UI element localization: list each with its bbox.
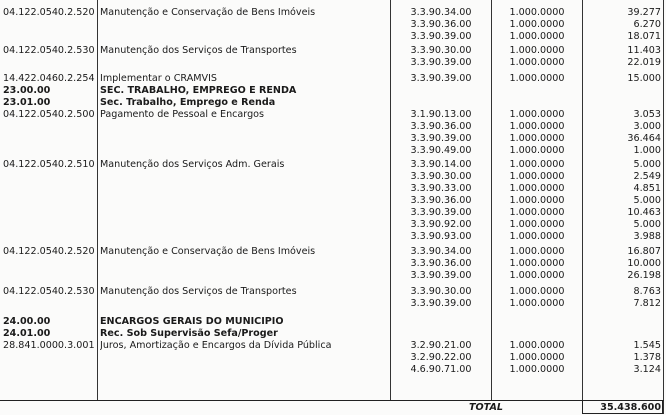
source-cell: 1.000.0000 [509,219,565,230]
value-cell: 15.000 [627,73,661,84]
source-cell: 1.000.0000 [509,73,565,84]
source-cell: 1.000.0000 [509,270,565,281]
program-code-cell: 04.122.0540.2.520 [3,246,95,257]
total-label: TOTAL [468,402,504,413]
table-row [0,97,666,109]
table-row [0,159,666,171]
expense-element-cell: 3.3.90.36.00 [410,121,472,132]
expense-element-cell: 3.3.90.39.00 [410,31,472,42]
table-row [0,57,666,69]
source-cell: 1.000.0000 [509,352,565,363]
table-row [0,19,666,31]
program-code-cell: 04.122.0540.2.510 [3,159,95,170]
expense-element-cell: 3.3.90.34.00 [410,7,472,18]
value-cell: 22.019 [627,57,661,68]
expense-element-cell: 3.3.90.39.00 [410,207,472,218]
expense-element-cell: 3.3.90.30.00 [410,286,472,297]
program-code-cell: 04.122.0540.2.500 [3,109,95,120]
expense-element-cell: 3.3.90.34.00 [410,246,472,257]
expense-element-cell: 3.3.90.49.00 [410,145,472,156]
description-cell: Manutenção e Conservação de Bens Imóveis [100,246,316,257]
value-cell: 11.403 [627,45,661,56]
value-cell: 1.378 [633,352,661,363]
table-row [0,171,666,183]
source-cell: 1.000.0000 [509,171,565,182]
source-cell: 1.000.0000 [509,195,565,206]
expense-element-cell: 3.1.90.13.00 [410,109,472,120]
expense-element-cell: 3.3.90.36.00 [410,19,472,30]
description-cell: Manutenção dos Serviços Adm. Gerais [100,159,285,170]
expense-element-cell: 3.3.90.92.00 [410,219,472,230]
program-code-cell: 23.01.00 [3,97,51,108]
expense-element-cell: 3.3.90.30.00 [410,45,472,56]
table-row [0,231,666,243]
table-row [0,364,666,376]
program-code-cell: 24.01.00 [3,328,51,339]
program-code-cell: 28.841.0000.3.001 [3,340,95,351]
value-cell: 10.463 [627,207,661,218]
value-cell: 3.124 [633,364,661,375]
value-cell: 26.198 [627,270,661,281]
table-row [0,270,666,282]
expense-element-cell: 3.3.90.39.00 [410,133,472,144]
expense-element-cell: 3.3.90.39.00 [410,270,472,281]
value-cell: 1.000 [633,145,661,156]
source-cell: 1.000.0000 [509,286,565,297]
expense-element-cell: 3.3.90.93.00 [410,231,472,242]
value-cell: 4.851 [633,183,661,194]
source-cell: 1.000.0000 [509,121,565,132]
value-cell: 3.053 [633,109,661,120]
table-row [0,195,666,207]
source-cell: 1.000.0000 [509,207,565,218]
description-cell: Manutenção dos Serviços de Transportes [100,286,297,297]
value-cell: 5.000 [633,195,661,206]
table-row [0,7,666,19]
value-cell: 1.545 [633,340,661,351]
value-cell: 39.277 [627,7,661,18]
source-cell: 1.000.0000 [509,298,565,309]
value-cell: 8.763 [633,286,661,297]
expense-element-cell: 4.6.90.71.00 [410,364,472,375]
value-cell: 18.071 [627,31,661,42]
program-code-cell: 14.422.0460.2.254 [3,73,95,84]
table-row [0,85,666,97]
program-code-cell: 04.122.0540.2.520 [3,7,95,18]
table-row [0,31,666,43]
expense-element-cell: 3.3.90.33.00 [410,183,472,194]
table-row [0,328,666,340]
source-cell: 1.000.0000 [509,57,565,68]
value-cell: 3.988 [633,231,661,242]
table-row [0,316,666,328]
description-cell: ENCARGOS GERAIS DO MUNICIPIO [100,316,284,327]
expense-element-cell: 3.3.90.39.00 [410,73,472,84]
table-row [0,340,666,352]
expense-element-cell: 3.3.90.36.00 [410,258,472,269]
program-code-cell: 04.122.0540.2.530 [3,286,95,297]
table-row [0,207,666,219]
table-row [0,133,666,145]
table-row [0,145,666,157]
description-cell: SEC. TRABALHO, EMPREGO E RENDA [100,85,297,96]
source-cell: 1.000.0000 [509,231,565,242]
expense-element-cell: 3.3.90.36.00 [410,195,472,206]
table-row [0,183,666,195]
value-cell: 7.812 [633,298,661,309]
source-cell: 1.000.0000 [509,258,565,269]
description-cell: Pagamento de Pessoal e Encargos [100,109,265,120]
program-code-cell: 04.122.0540.2.530 [3,45,95,56]
expense-element-cell: 3.2.90.22.00 [410,352,472,363]
value-cell: 5.000 [633,219,661,230]
description-cell: Rec. Sob Supervisão Sefa/Proger [100,328,278,339]
source-cell: 1.000.0000 [509,340,565,351]
value-cell: 36.464 [627,133,661,144]
source-cell: 1.000.0000 [509,145,565,156]
description-cell: Juros, Amortização e Encargos da Dívida Pública [100,340,332,351]
description-cell: Manutenção dos Serviços de Transportes [100,45,297,56]
table-row [0,121,666,133]
expense-element-cell: 3.3.90.39.00 [410,298,472,309]
source-cell: 1.000.0000 [509,133,565,144]
value-cell: 10.000 [627,258,661,269]
table-row [0,286,666,298]
program-code-cell: 23.00.00 [3,85,51,96]
value-cell: 5.000 [633,159,661,170]
source-cell: 1.000.0000 [509,183,565,194]
table-row [0,298,666,310]
value-cell: 16.807 [627,246,661,257]
program-code-cell: 24.00.00 [3,316,51,327]
source-cell: 1.000.0000 [509,7,565,18]
table-row [0,246,666,258]
value-cell: 6.270 [633,19,661,30]
expense-element-cell: 3.3.90.14.00 [410,159,472,170]
description-cell: Implementar o CRAMVIS [100,73,218,84]
description-cell: Sec. Trabalho, Emprego e Renda [100,97,276,108]
total-value: 35.438.600 [600,402,661,413]
source-cell: 1.000.0000 [509,364,565,375]
description-cell: Manutenção e Conservação de Bens Imóveis [100,7,316,18]
value-cell: 2.549 [633,171,661,182]
source-cell: 1.000.0000 [509,246,565,257]
table-row [0,219,666,231]
table-row [0,73,666,85]
value-cell: 3.000 [633,121,661,132]
source-cell: 1.000.0000 [509,159,565,170]
source-cell: 1.000.0000 [509,109,565,120]
expense-element-cell: 3.2.90.21.00 [410,340,472,351]
table-row [0,352,666,364]
expense-element-cell: 3.3.90.39.00 [410,57,472,68]
table-row [0,45,666,57]
source-cell: 1.000.0000 [509,31,565,42]
source-cell: 1.000.0000 [509,45,565,56]
table-row [0,109,666,121]
table-row [0,258,666,270]
source-cell: 1.000.0000 [509,19,565,30]
expense-element-cell: 3.3.90.30.00 [410,171,472,182]
